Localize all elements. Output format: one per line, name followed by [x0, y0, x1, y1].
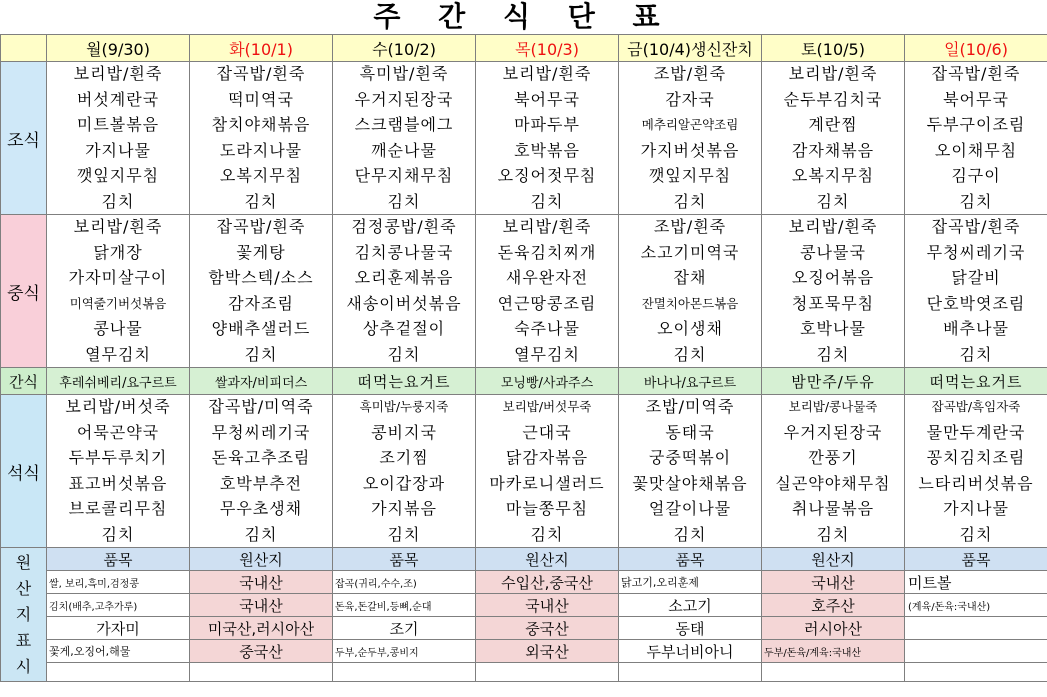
menu-item: 계란찜	[808, 115, 858, 135]
day-header: 수(10/2)	[333, 35, 476, 62]
menu-item: 김치	[816, 344, 850, 364]
menu-item: 김치	[387, 524, 421, 544]
origin-empty-cell	[762, 663, 905, 682]
menu-item: 김치	[673, 344, 707, 364]
menu-item: 무우초생채	[219, 499, 303, 519]
menu-item: 김치	[101, 191, 135, 211]
lunch-day-cell	[619, 215, 762, 368]
menu-item: 단호박엿조림	[926, 293, 1026, 313]
origin-cell: 국내산	[762, 571, 905, 594]
menu-item: 감자채볶음	[791, 140, 875, 160]
menu-item: 마파두부	[514, 115, 580, 135]
menu-item-list	[47, 395, 189, 547]
menu-item-list	[333, 215, 475, 367]
menu-item: 보리밥/흰죽	[788, 64, 878, 83]
menu-item: 소고기미역국	[640, 242, 740, 262]
menu-item: 가지버섯볶음	[640, 140, 740, 160]
menu-item: 조밥/흰죽	[653, 217, 727, 236]
menu-item: 메추리알곤약조림	[641, 117, 739, 133]
menu-item: 보리밥/흰죽	[502, 64, 592, 83]
menu-item: 김치	[816, 524, 850, 544]
origin-cell: 중국산	[190, 640, 333, 663]
menu-item: 오징어볶음	[791, 268, 875, 288]
menu-item: 상추겉절이	[362, 319, 446, 339]
menu-item: 궁중떡볶이	[648, 448, 732, 468]
origin-cell: 국내산	[190, 594, 333, 617]
menu-item: 두부구이조림	[926, 115, 1026, 135]
origin-column-header: 품목	[905, 548, 1047, 571]
header-corner-cell	[1, 35, 47, 62]
menu-item-list	[47, 62, 189, 214]
menu-item-list	[190, 215, 332, 367]
origin-cell: 김치(배추,고추가루)	[47, 594, 190, 617]
snack-section-label: 간식	[1, 368, 47, 395]
menu-item: 호박부추전	[219, 473, 303, 493]
menu-item-list	[476, 395, 618, 547]
menu-item: 근대국	[522, 422, 572, 442]
menu-item: 잡곡밥/미역죽	[208, 397, 314, 416]
day-header: 금(10/4)생신잔치	[619, 35, 762, 62]
menu-item: 콩나물	[93, 319, 143, 339]
menu-item: 북어무국	[943, 89, 1009, 109]
dinner-day-cell	[47, 395, 190, 548]
dinner-day-cell	[333, 395, 476, 548]
origin-column-header: 품목	[619, 548, 762, 571]
menu-item: 미역줄기버섯볶음	[69, 295, 167, 311]
menu-item-list	[190, 395, 332, 547]
origin-cell: 꽃게,오징어,해물	[47, 640, 190, 663]
menu-item: 깻잎지무침	[76, 166, 160, 186]
day-header: 일(10/6)	[905, 35, 1047, 62]
menu-item: 닭갈비	[951, 268, 1001, 288]
menu-item: 우거지된장국	[354, 89, 454, 109]
origin-row	[1, 594, 1047, 617]
origin-empty-cell	[476, 663, 619, 682]
breakfast-row	[1, 62, 1047, 215]
origin-empty-cell	[905, 663, 1047, 682]
menu-item-list	[905, 215, 1047, 367]
origin-cell: 수입산,중국산	[476, 571, 619, 594]
menu-item: 브로콜리무침	[68, 499, 168, 519]
menu-item: 잡곡밥/흰죽	[931, 217, 1021, 236]
menu-item-list	[47, 215, 189, 367]
menu-item-list	[762, 395, 904, 547]
menu-item: 양배추샐러드	[211, 319, 311, 339]
menu-item: 가자미살구이	[68, 268, 168, 288]
dinner-section-label: 석식	[1, 395, 47, 548]
menu-item: 보리밥/흰죽	[73, 64, 163, 83]
menu-item: 오이채무침	[934, 140, 1018, 160]
menu-item: 열무김치	[85, 344, 151, 364]
origin-cell: 가자미	[47, 617, 190, 640]
breakfast-day-cell	[190, 62, 333, 215]
menu-item: 새우완자전	[505, 268, 589, 288]
menu-item-list	[476, 62, 618, 214]
menu-item: 잡곡밥/흰죽	[216, 217, 306, 236]
origin-cell: 쌀, 보리,흑미,검정콩	[47, 571, 190, 594]
origin-empty-cell	[333, 663, 476, 682]
menu-item: 우거지된장국	[783, 422, 883, 442]
menu-item: 숙주나물	[514, 319, 580, 339]
menu-item: 열무김치	[514, 344, 580, 364]
menu-item: 깨순나물	[371, 140, 437, 160]
menu-item: 오복지무침	[791, 166, 875, 186]
menu-item: 동태국	[665, 422, 715, 442]
menu-item: 보리밥/흰죽	[788, 217, 878, 236]
menu-item: 김치	[387, 191, 421, 211]
menu-item: 오징어젓무침	[497, 166, 597, 186]
menu-item: 깻잎지무침	[648, 166, 732, 186]
menu-item: 무청씨레기국	[926, 242, 1026, 262]
menu-item: 잔멸치아몬드볶음	[641, 295, 739, 311]
menu-item-list	[619, 395, 761, 547]
origin-cell: 미트볼	[905, 571, 1047, 594]
menu-item-list	[762, 215, 904, 367]
menu-item: 북어무국	[514, 89, 580, 109]
menu-item: 김치	[673, 191, 707, 211]
origin-cell: 동태	[619, 617, 762, 640]
menu-item: 보리밥/버섯죽	[65, 397, 171, 416]
origin-cell: 돈육,돈갈비,등뼈,순대	[333, 594, 476, 617]
snack-item: 밤만주/두유	[762, 368, 905, 395]
origin-column-header: 원산지	[762, 548, 905, 571]
menu-item: 새송이버섯볶음	[346, 293, 462, 313]
menu-item: 어묵곤약국	[76, 422, 160, 442]
snack-item: 떠먹는요거트	[333, 368, 476, 395]
origin-section-label	[1, 548, 47, 682]
menu-item: 단무지채무침	[354, 166, 454, 186]
snack-item: 바나나/요구르트	[619, 368, 762, 395]
day-header: 월(9/30)	[47, 35, 190, 62]
lunch-day-cell	[333, 215, 476, 368]
dinner-day-cell	[190, 395, 333, 548]
day-header: 목(10/3)	[476, 35, 619, 62]
menu-item: 가지볶음	[371, 499, 437, 519]
snack-row	[1, 368, 1047, 395]
menu-item: 가지나물	[85, 140, 151, 160]
origin-cell: (계육/돈육:국내산)	[905, 594, 1047, 617]
menu-item: 꽁치김치조림	[926, 448, 1026, 468]
origin-cell: 닭고기,오리훈제	[619, 571, 762, 594]
origin-cell	[905, 617, 1047, 640]
lunch-section-label: 중식	[1, 215, 47, 368]
menu-item: 떡미역국	[228, 89, 294, 109]
origin-column-header: 원산지	[476, 548, 619, 571]
menu-item: 도라지나물	[219, 140, 303, 160]
menu-item-list	[476, 215, 618, 367]
menu-item: 돈육김치찌개	[497, 242, 597, 262]
snack-item: 떠먹는요거트	[905, 368, 1047, 395]
menu-item: 스크램블에그	[354, 115, 454, 135]
origin-empty-cell	[619, 663, 762, 682]
menu-item: 무청씨레기국	[211, 422, 311, 442]
origin-cell: 러시아산	[762, 617, 905, 640]
origin-cell: 미국산,러시아산	[190, 617, 333, 640]
menu-item: 김치	[673, 524, 707, 544]
menu-item: 조기찜	[379, 448, 429, 468]
menu-item: 배추나물	[943, 319, 1009, 339]
menu-item: 참치야채볶음	[211, 115, 311, 135]
menu-item: 느타리버섯볶음	[918, 473, 1034, 493]
menu-item: 오리훈제볶음	[354, 268, 454, 288]
breakfast-section-label: 조식	[1, 62, 47, 215]
menu-item: 잡곡밥/흰죽	[931, 64, 1021, 83]
menu-item: 닭감자볶음	[505, 448, 589, 468]
menu-item: 조밥/흰죽	[653, 64, 727, 83]
lunch-day-cell	[47, 215, 190, 368]
origin-column-header: 원산지	[190, 548, 333, 571]
menu-item-list	[333, 62, 475, 214]
origin-cell: 두부/돈육/계육:국내산	[762, 640, 905, 663]
breakfast-day-cell	[476, 62, 619, 215]
origin-column-header: 품목	[333, 548, 476, 571]
menu-item: 청포묵무침	[791, 293, 875, 313]
menu-item: 오이생채	[657, 319, 723, 339]
menu-item: 오이갑장과	[362, 473, 446, 493]
menu-item-list	[190, 62, 332, 214]
lunch-day-cell	[476, 215, 619, 368]
menu-item-list	[619, 62, 761, 214]
origin-cell: 외국산	[476, 640, 619, 663]
menu-item-list	[333, 395, 475, 547]
origin-cell: 국내산	[476, 594, 619, 617]
dinner-row	[1, 395, 1047, 548]
lunch-day-cell	[762, 215, 905, 368]
menu-item-list	[905, 62, 1047, 214]
menu-item: 김구이	[951, 166, 1001, 186]
menu-item: 실곤약야채무침	[775, 473, 891, 493]
menu-item: 물만두계란국	[926, 422, 1026, 442]
menu-item: 호박볶음	[514, 140, 580, 160]
origin-row	[1, 640, 1047, 663]
menu-item: 김치	[816, 191, 850, 211]
origin-section-text: 원 산 지 표 시	[15, 552, 32, 676]
origin-row	[1, 617, 1047, 640]
menu-item: 보리밥/콩나물죽	[788, 399, 878, 414]
menu-item: 미트볼볶음	[76, 115, 160, 135]
breakfast-day-cell	[333, 62, 476, 215]
menu-item: 보리밥/흰죽	[502, 217, 592, 236]
snack-item: 후레쉬베리/요구르트	[47, 368, 190, 395]
origin-cell: 두부,순두부,콩비지	[333, 640, 476, 663]
header-row	[1, 35, 1047, 62]
menu-item: 표고버섯볶음	[68, 473, 168, 493]
menu-item: 보리밥/버섯무죽	[502, 399, 592, 414]
menu-item: 콩비지국	[371, 422, 437, 442]
page-title: 주 간 식 단 표	[373, 0, 674, 33]
menu-item: 김치	[959, 524, 993, 544]
menu-item: 함박스텍/소스	[208, 268, 314, 288]
menu-item: 감자국	[665, 89, 715, 109]
menu-item: 가지나물	[943, 499, 1009, 519]
menu-item: 마늘쫑무침	[505, 499, 589, 519]
menu-item: 김치	[959, 191, 993, 211]
menu-item: 김치	[530, 191, 564, 211]
menu-item: 콩나물국	[800, 242, 866, 262]
day-header: 화(10/1)	[190, 35, 333, 62]
menu-item: 마카로니샐러드	[489, 473, 605, 493]
menu-item: 잡채	[673, 268, 707, 288]
menu-item: 깐풍기	[808, 448, 858, 468]
menu-item: 김치	[244, 344, 278, 364]
menu-item: 순두부김치국	[783, 89, 883, 109]
origin-cell: 국내산	[190, 571, 333, 594]
snack-item: 모닝빵/사과주스	[476, 368, 619, 395]
breakfast-day-cell	[47, 62, 190, 215]
origin-cell: 잡곡(귀리,수수,조)	[333, 571, 476, 594]
lunch-row	[1, 215, 1047, 368]
origin-cell: 소고기	[619, 594, 762, 617]
dinner-day-cell	[905, 395, 1047, 548]
lunch-day-cell	[190, 215, 333, 368]
menu-item: 얼갈이나물	[648, 499, 732, 519]
menu-item: 조밥/미역죽	[645, 397, 735, 416]
lunch-day-cell	[905, 215, 1047, 368]
origin-empty-row	[1, 663, 1047, 682]
breakfast-day-cell	[762, 62, 905, 215]
menu-item: 흑미밥/누룽지죽	[359, 399, 449, 414]
menu-item: 검정콩밥/흰죽	[351, 217, 457, 236]
origin-row	[1, 571, 1047, 594]
snack-item: 쌀과자/비피더스	[190, 368, 333, 395]
day-header: 토(10/5)	[762, 35, 905, 62]
menu-item: 잡곡밥/흰죽	[216, 64, 306, 83]
menu-item: 버섯계란국	[76, 89, 160, 109]
menu-item: 감자조림	[228, 293, 294, 313]
origin-cell: 조기	[333, 617, 476, 640]
origin-empty-cell	[190, 663, 333, 682]
menu-item: 김치	[244, 524, 278, 544]
origin-header-row	[1, 548, 1047, 571]
menu-item-list	[762, 62, 904, 214]
menu-item-list	[905, 395, 1047, 547]
menu-item: 김치	[101, 524, 135, 544]
menu-item: 김치콩나물국	[354, 242, 454, 262]
breakfast-day-cell	[619, 62, 762, 215]
menu-item: 잡곡밥/흑임자죽	[931, 399, 1021, 414]
menu-item: 닭개장	[93, 242, 143, 262]
menu-item: 오복지무침	[219, 166, 303, 186]
menu-item: 취나물볶음	[791, 499, 875, 519]
weekly-menu-table	[0, 34, 1047, 682]
menu-item: 흑미밥/흰죽	[359, 64, 449, 83]
menu-item: 꽃게탕	[236, 242, 286, 262]
origin-column-header: 품목	[47, 548, 190, 571]
menu-item: 김치	[244, 191, 278, 211]
menu-item: 김치	[530, 524, 564, 544]
dinner-day-cell	[619, 395, 762, 548]
dinner-day-cell	[476, 395, 619, 548]
menu-item: 김치	[387, 344, 421, 364]
menu-item: 연근땅콩조림	[497, 293, 597, 313]
breakfast-day-cell	[905, 62, 1047, 215]
origin-cell	[905, 640, 1047, 663]
origin-cell: 두부너비아니	[619, 640, 762, 663]
menu-item: 두부두루치기	[68, 448, 168, 468]
menu-item: 꽃맛살야채볶음	[632, 473, 748, 493]
menu-item: 보리밥/흰죽	[73, 217, 163, 236]
menu-item: 김치	[959, 344, 993, 364]
origin-cell: 호주산	[762, 594, 905, 617]
menu-item: 돈육고추조림	[211, 448, 311, 468]
menu-item: 호박나물	[800, 319, 866, 339]
dinner-day-cell	[762, 395, 905, 548]
origin-empty-cell	[47, 663, 190, 682]
origin-cell: 중국산	[476, 617, 619, 640]
menu-item-list	[619, 215, 761, 367]
